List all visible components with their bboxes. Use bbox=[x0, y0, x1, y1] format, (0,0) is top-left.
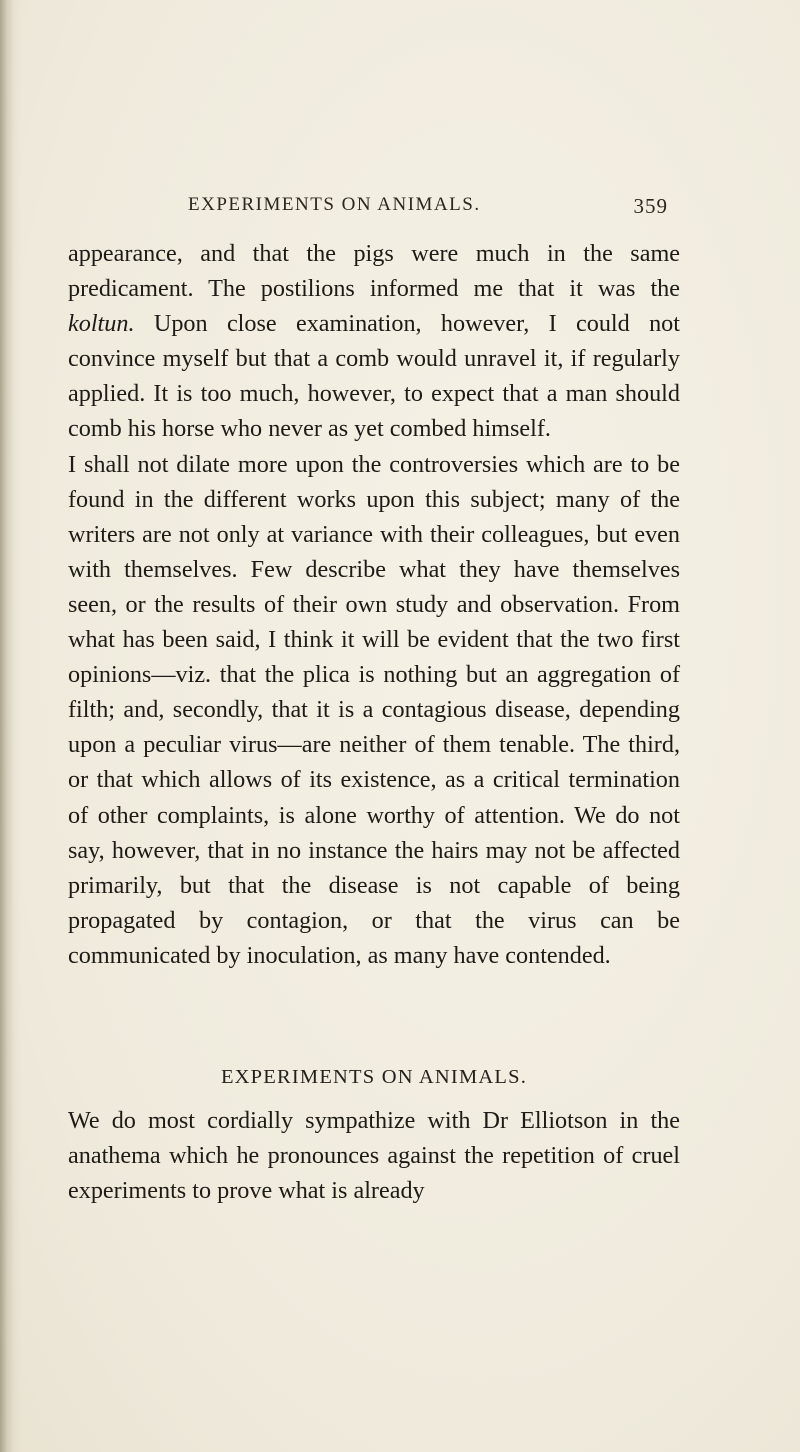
section-text bbox=[68, 1103, 680, 1208]
section-heading: EXPERIMENTS ON ANIMALS. bbox=[220, 1066, 528, 1088]
section-paragraph: We do most cordially sympathize with Dr Elliotson in the anathema which he pronounces against the repetition of cruel experiments to prove what is already bbox=[68, 1107, 680, 1205]
paragraph-controversies: I shall not dilate more upon the controversies which are to be found in the different works upon this subject; many of the writers are not only at variance with their colleagues, but even with themselves. Few describe what they have themselves seen, or the results of their own study and observation. From what has been said, I think it will be evident that the two first opinions—viz. that the plica is nothing but an aggregation of filth; and, secondly, that it is a contagious disease, depending upon a peculiar virus—are neither of them tenable. The third, or that which allows of its existence, as a critical termination of other complaints, is alone worthy of attention. We do not say, however, that in no instance the hairs may not be affected primarily, but that the disease is not capable of being propagated by contagion, or that the virus can be communicated by inoculation, as many have contended. bbox=[68, 450, 680, 969]
paragraph-1-text-a: appearance, and that the pigs were much in the same predicament. The postilions informed me that it was the bbox=[68, 240, 680, 303]
body-text bbox=[68, 236, 680, 973]
paragraph-1-text-b: Upon close examination, however, I could not convince myself but that a comb would unravel it, if regularly applied. It is too much, however, to expect that a man should comb his horse who never as yet combed himself. bbox=[68, 310, 680, 443]
page-number: 359 bbox=[633, 194, 668, 218]
page-binding-edge bbox=[0, 0, 14, 1452]
italic-term-koltun: koltun. bbox=[68, 310, 135, 338]
paragraph-continued bbox=[68, 236, 680, 447]
running-head-title: EXPERIMENTS ON ANIMALS. bbox=[188, 194, 481, 215]
